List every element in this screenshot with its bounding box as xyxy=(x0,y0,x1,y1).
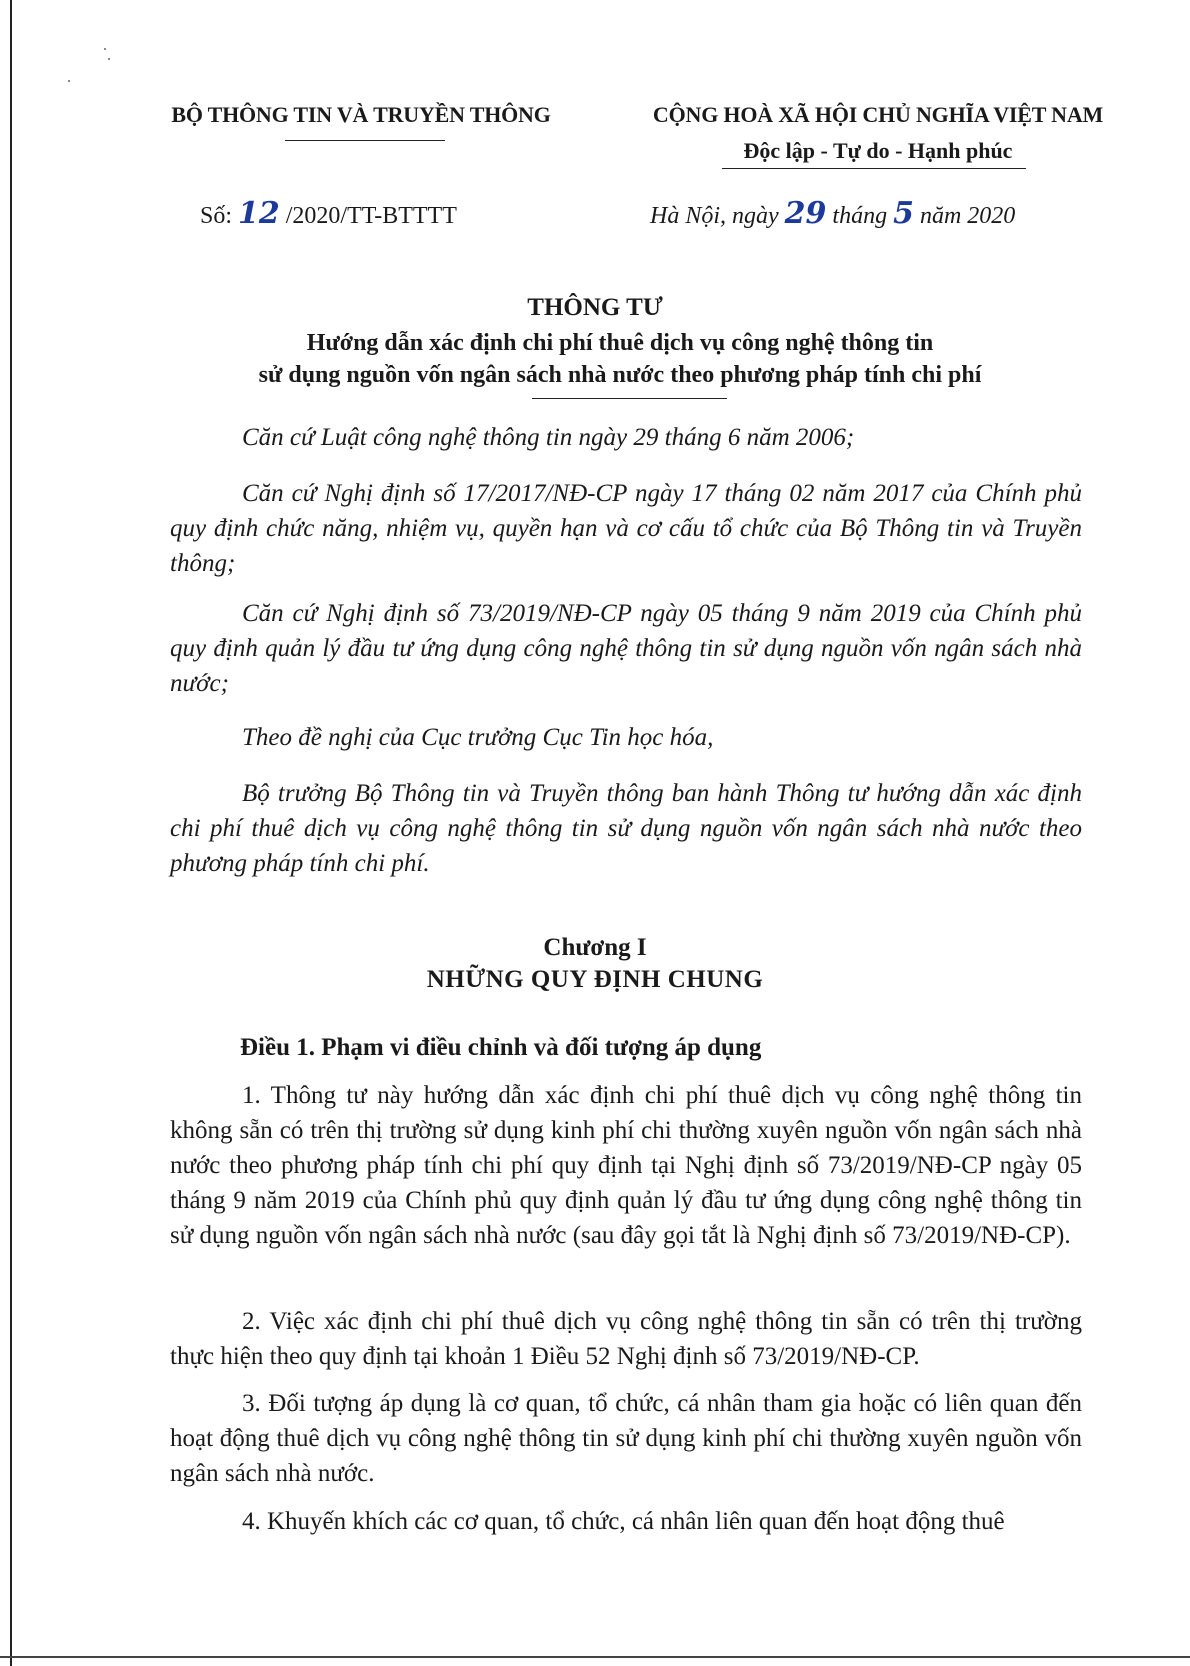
number-prefix: Số: xyxy=(200,203,233,229)
scan-speck xyxy=(104,48,106,50)
article-clause: 2. Việc xác định chi phí thuê dịch vụ công nghệ thông tin sẵn có trên thị trường thực hiện theo quy định tại khoản 1 Điều 52 Nghị định số 73/2019/NĐ-CP. xyxy=(170,1308,1082,1370)
article-clause: 3. Đối tượng áp dụng là cơ quan, tổ chức, cá nhân tham gia hoặc có liên quan đến hoạt động thuê dịch vụ công nghệ thông tin sử dụng kinh phí chi thường xuyên nguồn vốn ngân sách nhà nước. xyxy=(170,1390,1082,1487)
date-month-label: tháng xyxy=(832,203,888,229)
preamble-paragraph: Căn cứ Nghị định số 73/2019/NĐ-CP ngày 05 tháng 9 năm 2019 của Chính phủ quy định quản lý đầu tư ứng dụng công nghệ thông tin sử dụng nguồn vốn ngân sách nhà nước; xyxy=(170,600,1082,697)
document-type: THÔNG TƯ xyxy=(527,294,663,321)
handwritten-day: 29 xyxy=(784,196,827,231)
title-underline xyxy=(532,398,727,399)
scan-speck xyxy=(108,58,110,60)
article-clause: 1. Thông tư này hướng dẫn xác định chi phí thuê dịch vụ công nghệ thông tin không sẵn có trên thị trường sử dụng kinh phí chi thường xuyên nguồn vốn ngân sách nhà nước theo phương pháp tính chi phí quy định tại Nghị định số 73/2019/NĐ-CP ngày 05 tháng 9 năm 2019 của Chính phủ quy định quản lý đầu tư ứng dụng công nghệ thông tin sử dụng nguồn vốn ngân sách nhà nước (sau đây gọi tắt là Nghị định số 73/2019/NĐ-CP). xyxy=(170,1082,1082,1249)
article-clause: 4. Khuyến khích các cơ quan, tổ chức, cá nhân liên quan đến hoạt động thuê xyxy=(242,1508,1005,1535)
preamble-paragraph: Căn cứ Luật công nghệ thông tin ngày 29 tháng 6 năm 2006; xyxy=(242,424,855,451)
article-heading: Điều 1. Phạm vi điều chỉnh và đối tượng áp dụng xyxy=(240,1034,762,1061)
document-number xyxy=(200,196,457,231)
handwritten-number: 12 xyxy=(238,196,280,231)
preamble-paragraph: Căn cứ Nghị định số 17/2017/NĐ-CP ngày 17 tháng 02 năm 2017 của Chính phủ quy định chức năng, nhiệm vụ, quyền hạn và cơ cấu tổ chức của Bộ Thông tin và Truyền thông; xyxy=(170,480,1082,577)
scan-speck xyxy=(68,80,70,82)
issuing-ministry: BỘ THÔNG TIN VÀ TRUYỀN THÔNG xyxy=(171,102,551,127)
scan-bottom-edge xyxy=(0,1656,1190,1658)
preamble-paragraph: Theo đề nghị của Cục trưởng Cục Tin học hóa, xyxy=(242,724,714,751)
national-motto: Độc lập - Tự do - Hạnh phúc xyxy=(743,138,1013,163)
preamble-paragraph: Bộ trưởng Bộ Thông tin và Truyền thông ban hành Thông tư hướng dẫn xác định chi phí thuê dịch vụ công nghệ thông tin sử dụng nguồn vốn ngân sách nhà nước theo phương pháp tính chi phí. xyxy=(170,780,1082,877)
ministry-underline xyxy=(285,140,445,141)
document-title-line-2: sử dụng nguồn vốn ngân sách nhà nước theo phương pháp tính chi phí xyxy=(258,362,982,388)
number-suffix: /2020/TT-BTTTT xyxy=(285,203,457,229)
date-year: năm 2020 xyxy=(919,203,1016,229)
document-date xyxy=(650,196,1015,231)
chapter-number: Chương I xyxy=(543,934,647,961)
scan-left-edge xyxy=(10,0,12,1666)
document-title-line-1: Hướng dẫn xác định chi phí thuê dịch vụ công nghệ thông tin xyxy=(306,330,934,356)
date-place: Hà Nội, ngày xyxy=(650,203,779,229)
national-title: CỘNG HOÀ XÃ HỘI CHỦ NGHĨA VIỆT NAM xyxy=(652,102,1104,127)
chapter-title: NHỮNG QUY ĐỊNH CHUNG xyxy=(426,966,764,993)
motto-underline xyxy=(722,168,1026,169)
handwritten-month: 5 xyxy=(893,196,914,231)
